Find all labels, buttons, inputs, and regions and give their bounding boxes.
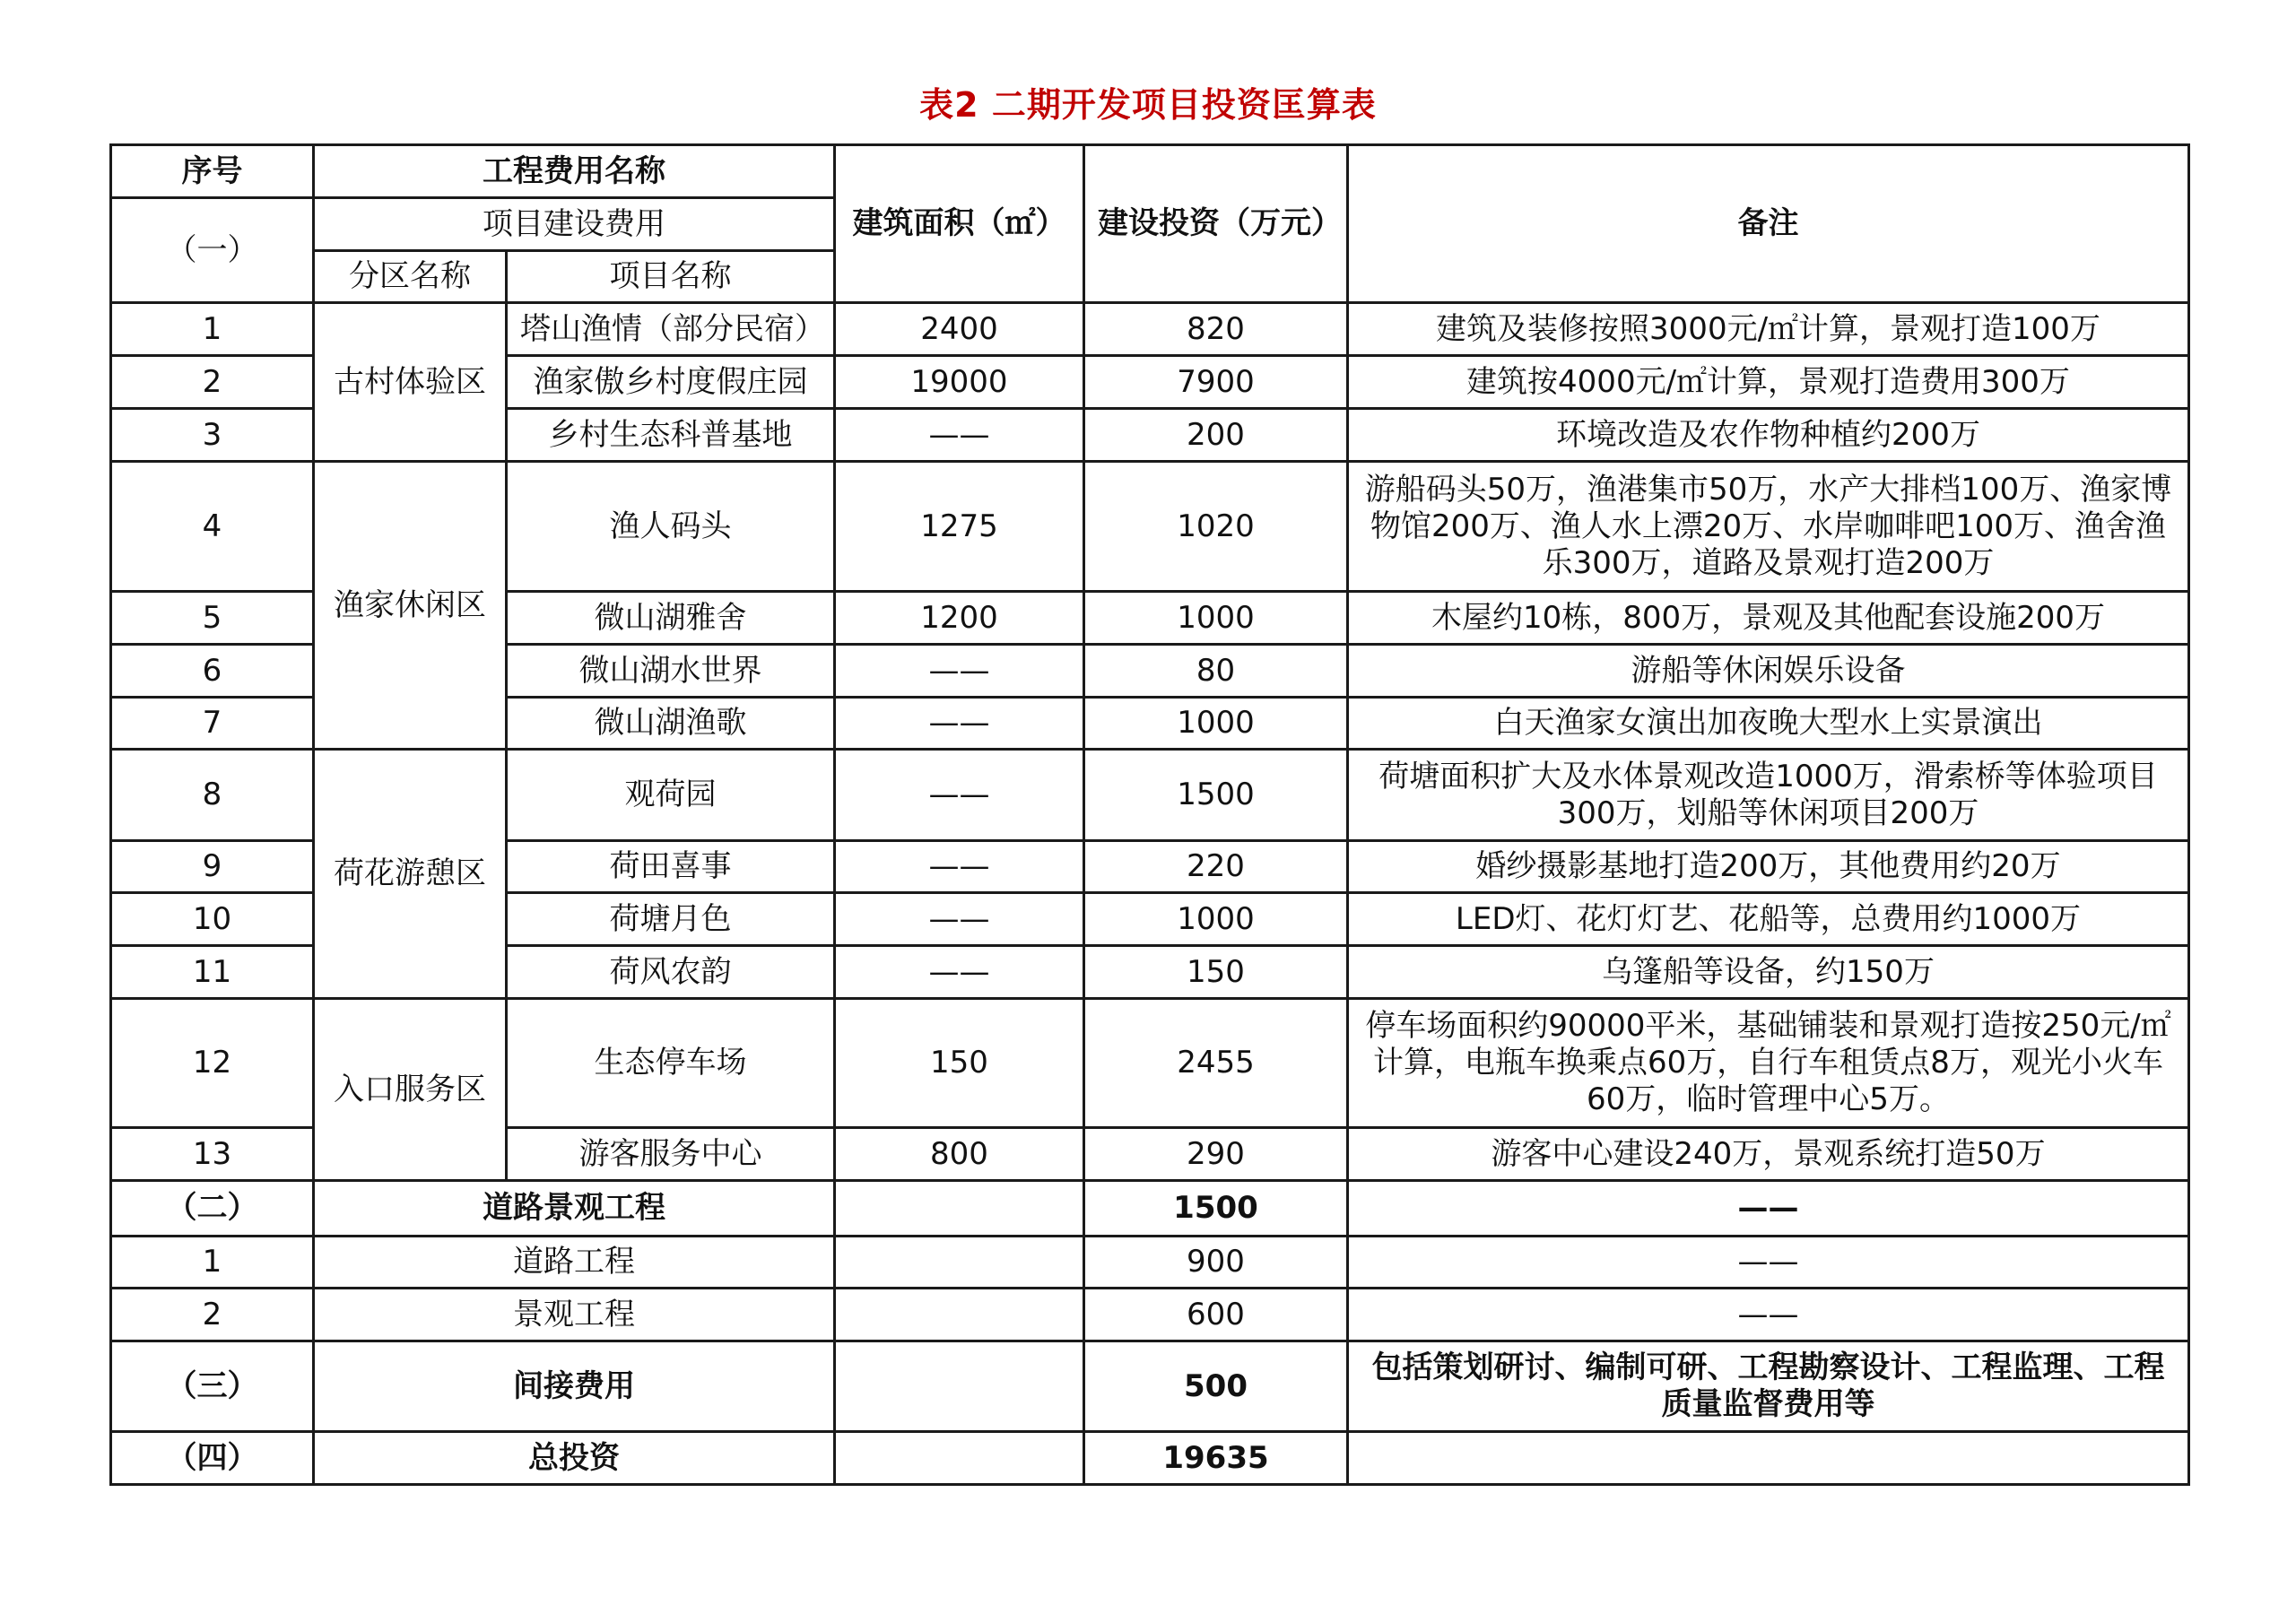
row-area: —— [835, 409, 1084, 462]
row-seq: 2 [111, 1289, 314, 1341]
section2-seq: （二） [111, 1181, 314, 1237]
table-row [111, 999, 2189, 1128]
section3-seq: （三） [111, 1341, 314, 1432]
row-investment: 1020 [1084, 462, 1348, 592]
row-investment: 200 [1084, 409, 1348, 462]
table-title: 表2 二期开发项目投资匡算表 [919, 85, 1377, 125]
row-project: 生态停车场 [507, 999, 835, 1128]
row-seq: 13 [111, 1128, 314, 1181]
row-remark: 建筑按4000元/㎡计算，景观打造费用300万 [1348, 356, 2189, 409]
row-seq: 1 [111, 303, 314, 356]
row-area [835, 1289, 1084, 1341]
section2-area [835, 1181, 1084, 1237]
row-remark: LED灯、花灯灯艺、花船等，总费用约1000万 [1348, 893, 2189, 946]
section4-seq: （四） [111, 1432, 314, 1485]
row-project: 荷田喜事 [507, 841, 835, 893]
row-seq: 9 [111, 841, 314, 893]
row-project: 荷风农韵 [507, 946, 835, 999]
row-remark: 建筑及装修按照3000元/㎡计算，景观打造100万 [1348, 303, 2189, 356]
row-project: 观荷园 [507, 750, 835, 841]
section1-name: 项目建设费用 [314, 198, 835, 251]
row-remark: 停车场面积约90000平米，基础铺装和景观打造按250元/㎡计算，电瓶车换乘点60万，自行车租赁点8万，观光小火车60万，临时管理中心5万。 [1348, 999, 2189, 1128]
section2-investment: 1500 [1084, 1181, 1348, 1237]
total-label: 总投资 [314, 1432, 835, 1485]
row-area: 19000 [835, 356, 1084, 409]
row-investment: 820 [1084, 303, 1348, 356]
row-project: 微山湖水世界 [507, 645, 835, 698]
section2-row [111, 1181, 2189, 1237]
row-area: 1200 [835, 592, 1084, 645]
row-investment: 290 [1084, 1128, 1348, 1181]
section3-row [111, 1341, 2189, 1432]
row-remark: —— [1348, 1237, 2189, 1289]
table-row [111, 462, 2189, 592]
section4-area [835, 1432, 1084, 1485]
section3-area [835, 1341, 1084, 1432]
row-project: 渔家傲乡村度假庄园 [507, 356, 835, 409]
row-remark: 婚纱摄影基地打造200万，其他费用约20万 [1348, 841, 2189, 893]
zone-name: 入口服务区 [314, 999, 507, 1181]
row-project: 荷塘月色 [507, 893, 835, 946]
table-row [111, 303, 2189, 356]
row-seq: 10 [111, 893, 314, 946]
zone-name: 渔家休闲区 [314, 462, 507, 750]
row-project: 乡村生态科普基地 [507, 409, 835, 462]
row-seq: 7 [111, 698, 314, 750]
row-investment: 1500 [1084, 750, 1348, 841]
row-name: 景观工程 [314, 1289, 835, 1341]
row-remark: 游客中心建设240万，景观系统打造50万 [1348, 1128, 2189, 1181]
row-remark: 木屋约10栋，800万，景观及其他配套设施200万 [1348, 592, 2189, 645]
row-project: 微山湖渔歌 [507, 698, 835, 750]
header-project-name: 项目名称 [507, 251, 835, 303]
section3-remark: 包括策划研讨、编制可研、工程勘察设计、工程监理、工程质量监督费用等 [1348, 1341, 2189, 1432]
row-area: 800 [835, 1128, 1084, 1181]
row-investment: 80 [1084, 645, 1348, 698]
row-seq: 8 [111, 750, 314, 841]
header-remark: 备注 [1348, 145, 2189, 303]
row-seq: 3 [111, 409, 314, 462]
section3-investment: 500 [1084, 1341, 1348, 1432]
section1-seq: （一） [111, 198, 314, 303]
row-remark: 游船码头50万，渔港集市50万，水产大排档100万、渔家博物馆200万、渔人水上漂20万、水岸咖啡吧100万、渔舍渔乐300万，道路及景观打造200万 [1348, 462, 2189, 592]
row-seq: 12 [111, 999, 314, 1128]
row-seq: 2 [111, 356, 314, 409]
row-seq: 5 [111, 592, 314, 645]
row-investment: 2455 [1084, 999, 1348, 1128]
row-remark: 乌篷船等设备，约150万 [1348, 946, 2189, 999]
table-row [111, 1237, 2189, 1289]
header-zone-name: 分区名称 [314, 251, 507, 303]
row-project: 渔人码头 [507, 462, 835, 592]
row-seq: 6 [111, 645, 314, 698]
row-investment: 600 [1084, 1289, 1348, 1341]
header-row-1 [111, 145, 2189, 198]
header-cost-name: 工程费用名称 [314, 145, 835, 198]
row-seq: 1 [111, 1237, 314, 1289]
total-investment: 19635 [1084, 1432, 1348, 1485]
row-project: 微山湖雅舍 [507, 592, 835, 645]
zone-name: 荷花游憩区 [314, 750, 507, 999]
row-area: —— [835, 698, 1084, 750]
header-area: 建筑面积（㎡） [835, 145, 1084, 303]
row-area: —— [835, 841, 1084, 893]
row-remark: 环境改造及农作物种植约200万 [1348, 409, 2189, 462]
row-investment: 1000 [1084, 893, 1348, 946]
row-remark: —— [1348, 1289, 2189, 1341]
header-seq: 序号 [111, 145, 314, 198]
row-investment: 1000 [1084, 698, 1348, 750]
section4-row [111, 1432, 2189, 1485]
section3-name: 间接费用 [314, 1341, 835, 1432]
row-remark: 白天渔家女演出加夜晚大型水上实景演出 [1348, 698, 2189, 750]
row-investment: 900 [1084, 1237, 1348, 1289]
row-project: 游客服务中心 [507, 1128, 835, 1181]
row-seq: 4 [111, 462, 314, 592]
row-area [835, 1237, 1084, 1289]
section2-remark: —— [1348, 1181, 2189, 1237]
row-area: —— [835, 893, 1084, 946]
section2-name: 道路景观工程 [314, 1181, 835, 1237]
zone-name: 古村体验区 [314, 303, 507, 462]
section4-remark [1348, 1432, 2189, 1485]
row-remark: 游船等休闲娱乐设备 [1348, 645, 2189, 698]
row-area: 150 [835, 999, 1084, 1128]
row-investment: 150 [1084, 946, 1348, 999]
row-name: 道路工程 [314, 1237, 835, 1289]
table-row [111, 1289, 2189, 1341]
row-remark: 荷塘面积扩大及水体景观改造1000万，滑索桥等体验项目300万，划船等休闲项目200万 [1348, 750, 2189, 841]
row-area: —— [835, 645, 1084, 698]
row-area: —— [835, 750, 1084, 841]
investment-budget-table [109, 143, 2190, 1486]
table-row [111, 750, 2189, 841]
header-investment: 建设投资（万元） [1084, 145, 1348, 303]
row-area: 2400 [835, 303, 1084, 356]
row-project: 塔山渔情（部分民宿） [507, 303, 835, 356]
row-investment: 7900 [1084, 356, 1348, 409]
row-investment: 220 [1084, 841, 1348, 893]
row-area: —— [835, 946, 1084, 999]
row-seq: 11 [111, 946, 314, 999]
row-area: 1275 [835, 462, 1084, 592]
row-investment: 1000 [1084, 592, 1348, 645]
